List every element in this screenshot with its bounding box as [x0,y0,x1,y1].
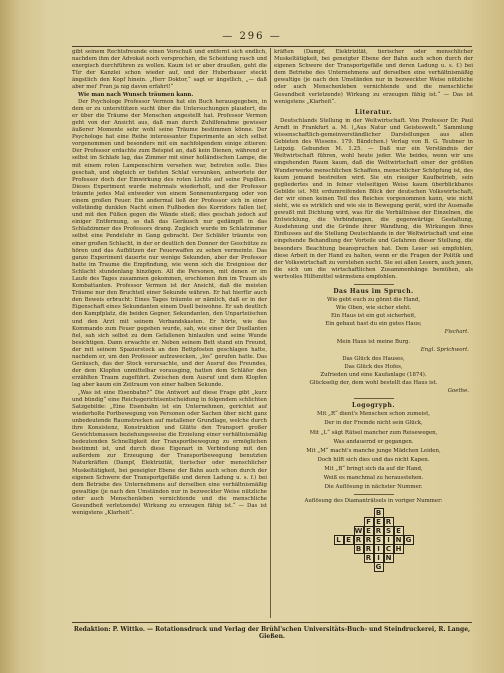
left-paragraph-3: „Was ist eine Eisenbahn?“ Die Antwort auf diese Frage gibt „kurz und bündig“ eine Reichsgerichtsentscheidung in folgendem schlichten Satzgebilde: „Eine Eisenbahn ist ein Unternehmen, gerichtet auf wiederholte Fortbewegung von Personen oder Sachen über nicht ganz unbedeutende Raumstrecken auf metallener Grundlage, welche durch ihre Konsistenz, Konstruktion und Glätte den Transport großer Gewichtsmassen beziehungsweise die Erzielung einer verhältnismäßig bedeutenden Schnelligkeit der Transportbewegung zu ermöglichen bestimmt ist, und durch diese Eigenart in Verbindung mit den außerdem zur Erzeugung der Transportbewegung benutzten Naturkräften (Dampf, Elektrizität, tierischer oder menschlicher Muskeltätigkeit, bei geneigter Ebene der Bahn auch schon durch der eigenen Schwere der Transportgefäße und deren Ladung u. s. f.) bei dem Betriebe des Unternehmens auf derselben eine verhältnismäßig gewaltige (je nach den Umständen nur in bezweckter Weise nützliche oder auch Menschenleben vernichtende und die menschliche Gesundheit verletzende) Wirkung zu erzeugen fähig ist.“ — Das ist wenigstens „Klarheit“. [72,389,267,517]
poem-line: Wie Oben, wie sicher steht. [335,305,412,312]
poem-line: Glückselig der, dem wohl bestellt das Haus ist. [309,380,438,387]
literature-text: Deutschlands Stellung in der Weltwirtschaft. Von Professor Dr. Paul Arndt in Frankfurt a. M. („Aus Natur und Geisteswelt.“ Sammlung wissenschaftlich-gemeinverständlicher Darstellungen aus allen Gebieten des Wissens. 179. Bändchen.) Verlag von B. G. Teubner in Leipzig. Gebunden M. 1.25. — Daß nur ein Verständnis der Weltwirtschaft führen, wohl heute jeder. Wie beides, wenn wir uns eingehenden Raum kaum, daß die Weltwirtschaft einer der größten Wunderwerke menschlichen Schaffens, menschlicher Schöpfung ist, des kaum jemand bestreiten wird. Sie ein riesiger Kaufbetrieb, sein gegliedertes und in feiner vielseitigen Weise kaum überblickbares Gebilde ist. Mit erdumreifenden Blick der deutschen Volkswirtschaft, der wir einen keinen Teil des Reiches vorgenommen kann, wie nicht sieht, wie es wirklich und wie sie in Bewegung gerät, wird ihr Ausmaße gewußt mit Dichtung wird, was für die Verhältnisse der Einzelnen, die Entwicklung, die Verbindungen, die gegenwärtige Gestaltung, Ausdehnung und die Gründe ihrer Wandlung, die Wirkungen ihres Einflusses auf die Stellung Deutschlands in der Weltwirtschaft und eine eingehende Behandlung der Vorteile und Gefahren dieser Stellung, die besonders Beachtung beanspruchen hat. Dem Leser sei empfohlen, diese Arbeit in der Hand zu halten, wenn er die Fragen der Politik und der Volkswirtschaft zu verstehen sucht. Sie sei allen Lesern, auch jenen, die sich um die wirtschaftlichen Zusammenhänge bemühen, als wertvolles Hilfsmittel wärmstens empfohlen. [274,117,473,280]
puzzle-line: Was andauernd er gegangen. [333,438,414,445]
grid-cell: F [364,517,374,527]
grid-cell: I [384,535,394,545]
poem-line: Ein gebaut hast du ein gutes Haus; [325,321,422,328]
divider [354,398,394,399]
puzzle-line: Der in der Fremde nicht sein Glück, [324,420,423,427]
diamond-puzzle-grid [329,508,419,572]
grid-cell: G [404,535,414,545]
grid-cell: E [394,526,404,536]
poem-line: Mein Haus ist meine Burg. [336,338,411,345]
grid-cell: W [354,527,363,536]
grid-cell: R [354,535,364,545]
grid-cell: E [374,517,384,527]
poem-title: Das Haus im Spruch. [333,288,414,295]
poem-attribution: Fischart. [444,329,469,336]
grid-cell: I [374,544,384,554]
divider [354,494,394,495]
footer-imprint: Redaktion: P. Wittko. — Rotationsdruck und Verlag der Brühl'schen Universitäts-Buch- und Steindruckerei, R. Lange, Gießen. [72,622,472,640]
poem-attribution: Engl. Sprichwort. [420,346,469,353]
grid-cell: I [374,553,384,563]
article-title-dreams: Wie man nach Wunsch träumen kann. [78,91,194,98]
grid-cell: R [364,535,374,545]
puzzle-line: Mit „L“ sägt Rätsel mancher zum Reisewegen, [309,429,438,436]
grid-cell: B [374,508,384,518]
poem-attribution: Goethe. [447,388,469,395]
right-column [274,49,473,617]
grid-cell: E [344,535,354,545]
literature-heading: Literatur. [355,108,392,116]
grid-cell: N [394,535,404,545]
column-divider [270,48,271,618]
poem-line: Wie gebt euch zu gönnt die Hand, [326,297,421,304]
right-paragraph-1: kräften (Dampf, Elektrizität, tierischer oder menschlicher Muskeltätigkeit, bei geneigter Ebene der Bahn auch schon durch der eigenen Schwere der Transportgefäße und deren Ladung u. s. f.) bei dem Betriebe des Unternehmens auf derselben eine verhältnismäßig gewaltige (je nach den Umständen nur in bezweckter Weise nützliche oder auch Menschenleben vernichtende und die menschliche Gesundheit verletzende) Wirkung zu erzeugen fähig ist.“ — Das ist wenigstens „Klarheit“. [274,49,473,105]
grid-cell: R [364,553,374,563]
grid-cell: R [364,544,374,554]
puzzle-title: Logogryph. [352,402,395,410]
grid-cell: R [374,526,384,536]
grid-cell: S [374,535,384,545]
grid-cell: H [394,544,404,554]
puzzle-line: Mit „R“ dient's Menschen schon zumeist, [317,411,430,418]
left-paragraph-2: Der Psychologe Professor Vermon hat ein Buch herausgegeben, in dem er zu unterstützen sucht über die Untersuchungen plaudert, die er über die Träume der Menschen angestellt hat. Professor Vermon geht von der Ansicht aus, daß man durch Zuhilfenahme gewisser äußerer Momente sehr wohl seine Träume bestimmen könne. Der Psychologe hat eine Reihe interessanter Experimente an sich selbst vorgenommen und besonders mit ein nachfolgendem einige zitieren: Der Professor erdachte zum Beispiel an, daß kein Dienen, während er selbst im Schlafe lag, das Zimmer mit einer holländischen Lampe, die mit einem roten Lampenschirm versehen war, betreten solle. Dies geschah, und obgleich er tiefsten Schlaf versunken, antwortete der Professor doch der Einwirkung des roten Lichts auf seine Pupillen. Dieses Experiment wurde mehrmals wiederholt, und der Professor träumte jedes Mal entweder von einem Sonnenuntergang oder von einem großen Feuer. Ein andermal ließ der Professor sich in einer vollständig dunklen Nacht einen Fußboden des Korridors fallen lief, und mit den Füßen gegen die Wände stieß; dies geschah jedoch auf einiger Entfernung, so daß das Geräusch nur gedämpft in das Schlafzimmer des Professors drang. Zugleich wurde im Schlafzimmer selbst eine Pendeluhr in Gang gebracht. Der Schläfer träumte von einer großen Schlacht, in der er deutlich den Donner der Geschütze zu hören und das Aufblitzen der Feuerwaffen zu sehen vermeinte. Das ganze Experiment dauerte nur wenige Sekunden, aber der Professor hatte im Traume die Empfindung, wie wenn sich die Ereignisse der Schlacht stundenlang hinzögen. All die Personen, mit denen er im Laufe des Tages zusammen gekommen, erschienen ihm im Traum als Kombattanten. Professor Vermon ist der Ansicht, daß die meisten Träume nur den Bruchteil einer Sekunde währen. Er hat hierfür auch den Beweis erbracht: Eines Tages träumte er nämlich, daß er in der Eigenschaft eines Sekundanten einem Duell beiwohne. Er sah deutlich den Kampfplatz, die beiden Gegner, Sekundanten, den Unparteiischen und den Arzt mit seinem Verbandskasten. Er hörte, wie das Kommando zum Feuer gegeben wurde, sah, wie einer der Duellanten fiel, sah sich selbst zu dem Gefallenen hinlaufen und seine Wunde besichtigen. Dann erwachte er. Neben seinem Bett stand ein Freund, der mit seinem Spazierstock an den Bettpfosten geschlagen hatte, nachdem er, um den Professor aufzuwecken, „los“ gerufen hatte. Das Geräusch, das der Stock verursachte, und der Ausruf des Freundes, der dem Klopfen unmittelbar vorausging, hatten dem Schläfer den erzählten Traum zugeführt. Zwischen dem Ausruf und dem Klopfen lag aber kaum ein Zeitraum von einer halben Sekunde. [72,98,267,389]
grid-cell: R [384,517,394,527]
grid-cell: B [354,544,364,554]
page-number: — 296 — [222,31,282,42]
grid-cell: E [364,526,374,536]
poem-line: Das Glück des Hofes, [344,363,403,370]
grid-cell: N [384,553,394,563]
header-rule [72,46,472,47]
poem-line: Ein Haus ist ein gut sicherheit, [331,313,416,320]
puzzle-line: Die Auflösung in nächster Nummer. [324,484,423,491]
poem-line: Das Glück des Hauses, [342,355,405,362]
poem-line: Zufrieden und eine Kaufanlage (1874). [320,371,427,378]
grid-cell: G [374,562,384,572]
puzzle-line: Mit „M“ macht's manche junge Mädchen Leiden, [306,447,441,454]
solution-title: Auflösung des Diamanträtsels in voriger Nummer: [304,498,443,505]
left-column [72,49,267,617]
puzzle-line: Mit „B“ bringt sich da auf dir Hand, [324,465,423,472]
grid-cell: C [384,544,394,554]
left-paragraph-1: gibt seinem Rechtsfreunde einen Vorschuß und entfernt sich endlich, nachdem ihm der Advokat noch versprochen, die Scheidung rasch und energisch durchführen zu wollen. Kaum ist er aber draußen, geht die Tür der Kanzlei schon wieder auf, und der Huberbauer steckt ängstlich den Kopf hinein. „Herr Doktor,“ sagt er ängstlich, „— daß aber mei' Fran ja nig davon erfahrt!“ [72,49,267,91]
grid-cell: S [384,526,394,536]
grid-cell: L [334,535,344,545]
puzzle-line: Weiß es manchmal zu herausstehen. [323,474,424,481]
divider [354,284,394,285]
puzzle-line: Doch hilft sich dies und das nicht Kapen. [317,456,430,463]
